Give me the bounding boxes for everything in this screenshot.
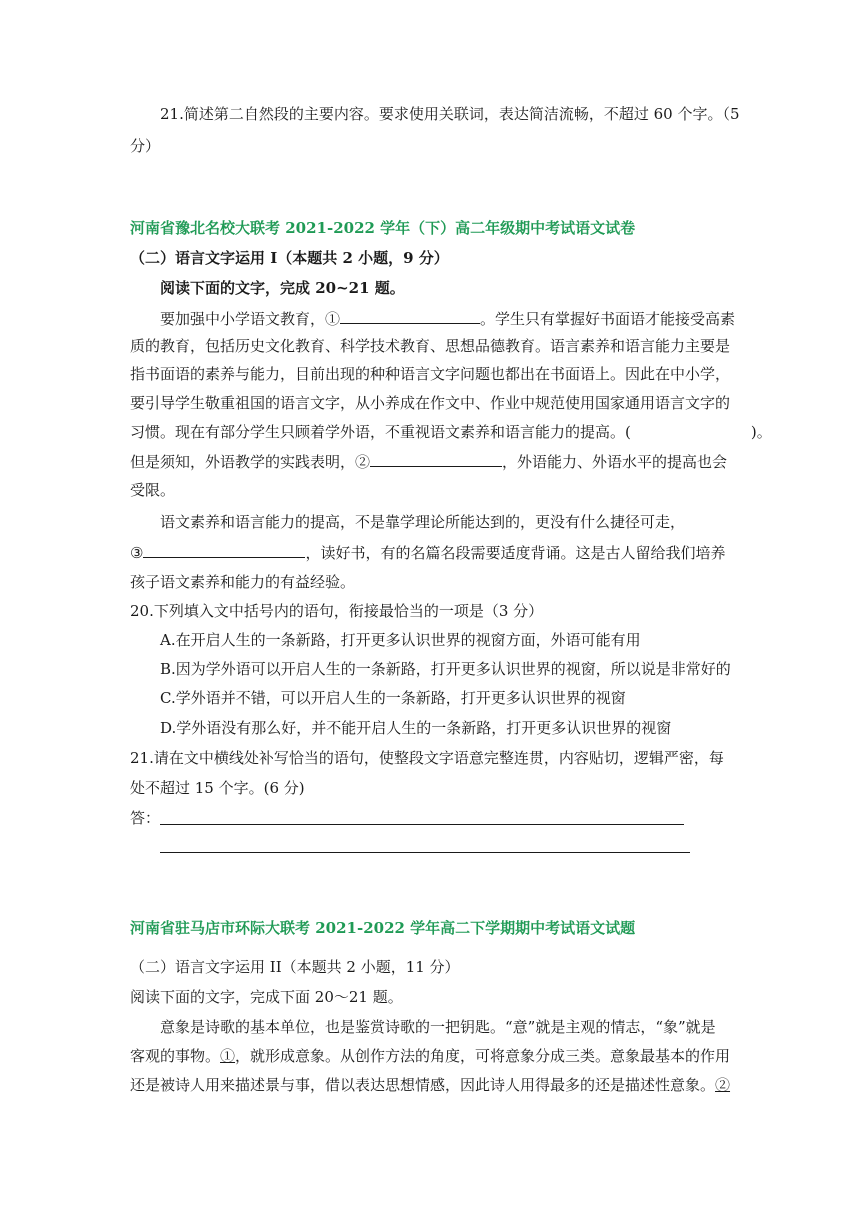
marker-1: ① — [220, 1047, 236, 1065]
s1-p1-l5a: 习惯。现在有部分学生只顾着学外语，不重视语文素养和语言能力的提高。( — [130, 423, 631, 441]
s1-p2-l2b: ，读好书，有的名篇名段需要适度背诵。这是古人留给我们培养 — [305, 544, 726, 562]
q21-line1: 21.请在文中横线处补写恰当的语句，使整段文字语意完整连贯，内容贴切，逻辑严密，每 — [130, 749, 724, 767]
s1-p2-l2a: ③ — [130, 544, 144, 562]
s1-p1-l6 — [130, 451, 727, 472]
s2-p1-l2c: ，就形成意象。从创作方法的角度，可将意象分成三类。意象最基本的作用 — [235, 1047, 731, 1065]
marker-2: ② — [715, 1076, 731, 1094]
q20-option-c[interactable]: C.学外语并不错，可以开启人生的一条新路，打开更多认识世界的视窗 — [160, 689, 626, 707]
s1-p2-l1: 语文素养和语言能力的提高，不是靠学理论所能达到的，更没有什么捷径可走， — [160, 513, 686, 531]
q20-option-a[interactable]: A.在开启人生的一条新路，打开更多认识世界的视窗方面，外语可能有用 — [160, 631, 641, 649]
s2-p1-l2 — [130, 1046, 730, 1066]
s1-p1-l4: 要引导学生敬重祖国的语言文字，从小养成在作文中、作业中规范使用国家通用语言文字的 — [130, 394, 731, 412]
s1-p1-l3: 指书面语的素养与能力，目前出现的种种语言文字问题也都出在书面语上。因此在中小学， — [130, 365, 731, 383]
q20-option-b[interactable]: B.因为学外语可以开启人生的一条新路，打开更多认识世界的视窗，所以说是非常好的 — [160, 660, 731, 678]
section2-subheading: （二）语言文字运用 II（本题共 2 小题，11 分） — [130, 958, 460, 976]
q20-stem: 20.下列填入文中括号内的语句，衔接最恰当的一项是（3 分） — [130, 602, 544, 620]
q21-top-line1: 21.简述第二自然段的主要内容。要求使用关联词，表达简洁流畅，不超过 60 个字。（5 — [160, 105, 740, 123]
s1-p1-l1b: 。学生只有掌握好书面语才能接受高素 — [480, 310, 736, 328]
s1-p2-l2 — [130, 542, 725, 563]
s2-p1-l3a: 还是被诗人用来描述景与事，借以表达思想情感，因此诗人用得最多的还是描述性意象。 — [130, 1076, 716, 1094]
section1-title: 河南省豫北名校大联考 2021-2022 学年（下）高二年级期中考试语文试卷 — [130, 219, 636, 237]
s1-p1-l6b: ，外语能力、外语水平的提高也会 — [502, 453, 728, 471]
q21-top-line2: 分） — [130, 137, 161, 155]
s1-p1-l5b: )。 — [750, 423, 772, 441]
s1-p1-l1a: 要加强中小学语文教育，① — [160, 310, 341, 328]
s1-p1-l2: 质的教育，包括历史文化教育、科学技术教育、思想品德教育。语言素养和语言能力主要是 — [130, 337, 731, 355]
q21-line2: 处不超过 15 个字。(6 分) — [130, 779, 305, 797]
section1-instruction: 阅读下面的文字，完成 20~21 题。 — [160, 279, 405, 297]
s1-p1-l7: 受限。 — [130, 481, 176, 499]
q20-option-d[interactable]: D.学外语没有那么好，并不能开启人生的一条新路，打开更多认识世界的视窗 — [160, 719, 672, 737]
s2-p1-l3 — [130, 1075, 730, 1095]
s1-p2-l3: 孩子语文素养和能力的有益经验。 — [130, 573, 356, 591]
blank-3[interactable] — [143, 542, 305, 558]
s2-p1-l1: 意象是诗歌的基本单位，也是鉴赏诗歌的一把钥匙。“意”就是主观的情志，“象”就是 — [160, 1018, 716, 1036]
section1-subheading: （二）语言文字运用 I（本题共 2 小题，9 分） — [130, 249, 449, 267]
s1-p1-l5 — [130, 422, 772, 442]
blank-2[interactable] — [370, 451, 502, 467]
section2-title: 河南省驻马店市环际大联考 2021-2022 学年高二下学期期中考试语文试题 — [130, 919, 636, 937]
answer-line-2[interactable] — [160, 852, 690, 853]
blank-1[interactable] — [340, 308, 480, 324]
answer-line-1[interactable] — [160, 824, 684, 825]
section2-instruction: 阅读下面的文字，完成下面 20～21 题。 — [130, 988, 403, 1006]
s2-p1-l2a: 客观的事物。 — [130, 1047, 221, 1065]
s1-p1-l1 — [160, 308, 735, 329]
answer-label: 答： — [130, 809, 161, 827]
s1-p1-l6a: 但是须知，外语教学的实践表明，② — [130, 453, 371, 471]
